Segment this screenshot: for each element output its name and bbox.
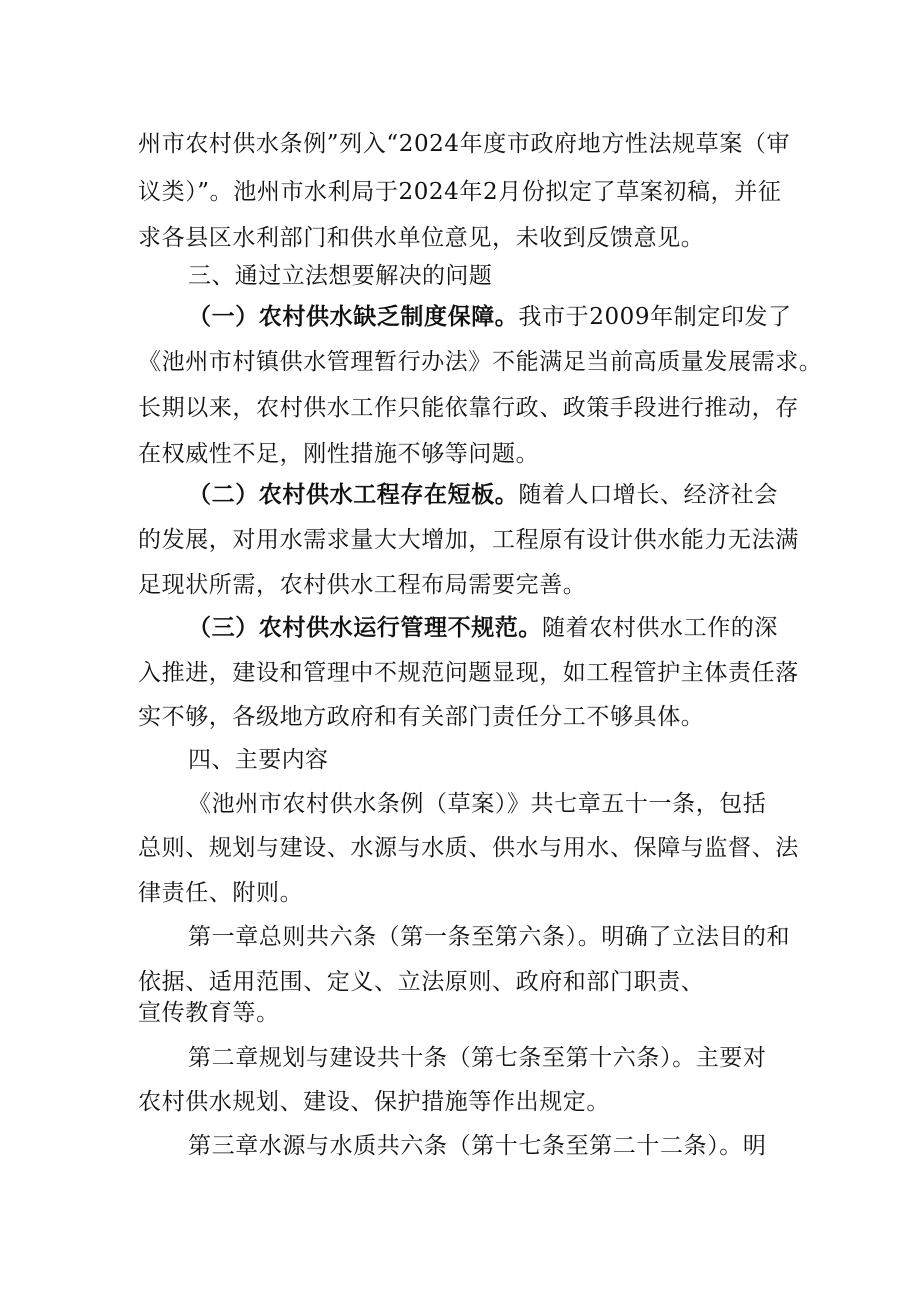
item-1-line-2: 《池州市村镇供水管理暂行办法》不能满足当前高质量发展需求。 xyxy=(138,349,823,375)
s4-p2-line-1: 第一章总则共六条（第一条至第六条）。明确了立法目的和 xyxy=(188,924,791,950)
s4-p4-line-1: 第三章水源与水质共六条（第十七条至第二十二条）。明 xyxy=(188,1133,767,1159)
intro-line-3: 求各县区水利部门和供水单位意见，未收到反馈意见。 xyxy=(138,225,705,251)
item-2-line-1 xyxy=(188,479,778,511)
item-1-line-4: 在权威性不足，刚性措施不够等问题。 xyxy=(138,441,540,467)
s4-p1-line-1: 《池州市农村供水条例（草案）》共七章五十一条，包括 xyxy=(188,791,767,817)
s4-p2-line-2: 依据、适用范围、定义、立法原则、政府和部门职责、 xyxy=(138,969,705,995)
s4-p2-line-3: 宣传教育等。 xyxy=(138,1000,280,1026)
item-1-line-3: 长期以来，农村供水工作只能依靠行政、政策手段进行推动，存 xyxy=(138,395,799,421)
item-2-line-2: 的发展，对用水需求量大大增加，工程原有设计供水能力无法满 xyxy=(138,527,799,553)
section-4-title: 四、主要内容 xyxy=(188,747,329,773)
item-2-heading: （二）农村供水工程存在短板。 xyxy=(188,481,519,508)
item-1-heading: （一）农村供水缺乏制度保障。 xyxy=(188,303,519,330)
item-3-line-3: 实不够，各级地方政府和有关部门责任分工不够具体。 xyxy=(138,704,705,730)
s4-p1-line-3: 律责任、附则。 xyxy=(138,880,304,906)
item-3-line-1 xyxy=(188,612,778,644)
item-2-line-3: 足现状所需，农村供水工程布局需要完善。 xyxy=(138,572,587,598)
s4-p3-line-1: 第二章规划与建设共十条（第七条至第十六条）。主要对 xyxy=(188,1045,767,1071)
intro-line-1: 州市农村供水条例”列入“2024年度市政府地方性法规草案（审 xyxy=(138,131,791,157)
item-1-line-1-rest: 我市于2009年制定印发了 xyxy=(518,304,792,330)
item-3-heading: （三）农村供水运行管理不规范。 xyxy=(188,614,542,641)
item-1-line-1 xyxy=(188,301,792,333)
item-3-line-2: 入推进，建设和管理中不规范问题显现，如工程管护主体责任落 xyxy=(138,660,799,686)
s4-p1-line-2: 总则、规划与建设、水源与水质、供水与用水、保障与监督、法 xyxy=(138,835,799,861)
item-3-line-1-rest: 随着农村供水工作的深 xyxy=(542,615,778,641)
s4-p3-line-2: 农村供水规划、建设、保护措施等作出规定。 xyxy=(138,1089,610,1115)
section-3-title: 三、通过立法想要解决的问题 xyxy=(188,263,493,289)
intro-line-2: 议类）”。池州市水利局于2024年2月份拟定了草案初稿，并征 xyxy=(138,179,782,205)
item-2-line-1-rest: 随着人口增长、经济社会 xyxy=(518,482,779,508)
